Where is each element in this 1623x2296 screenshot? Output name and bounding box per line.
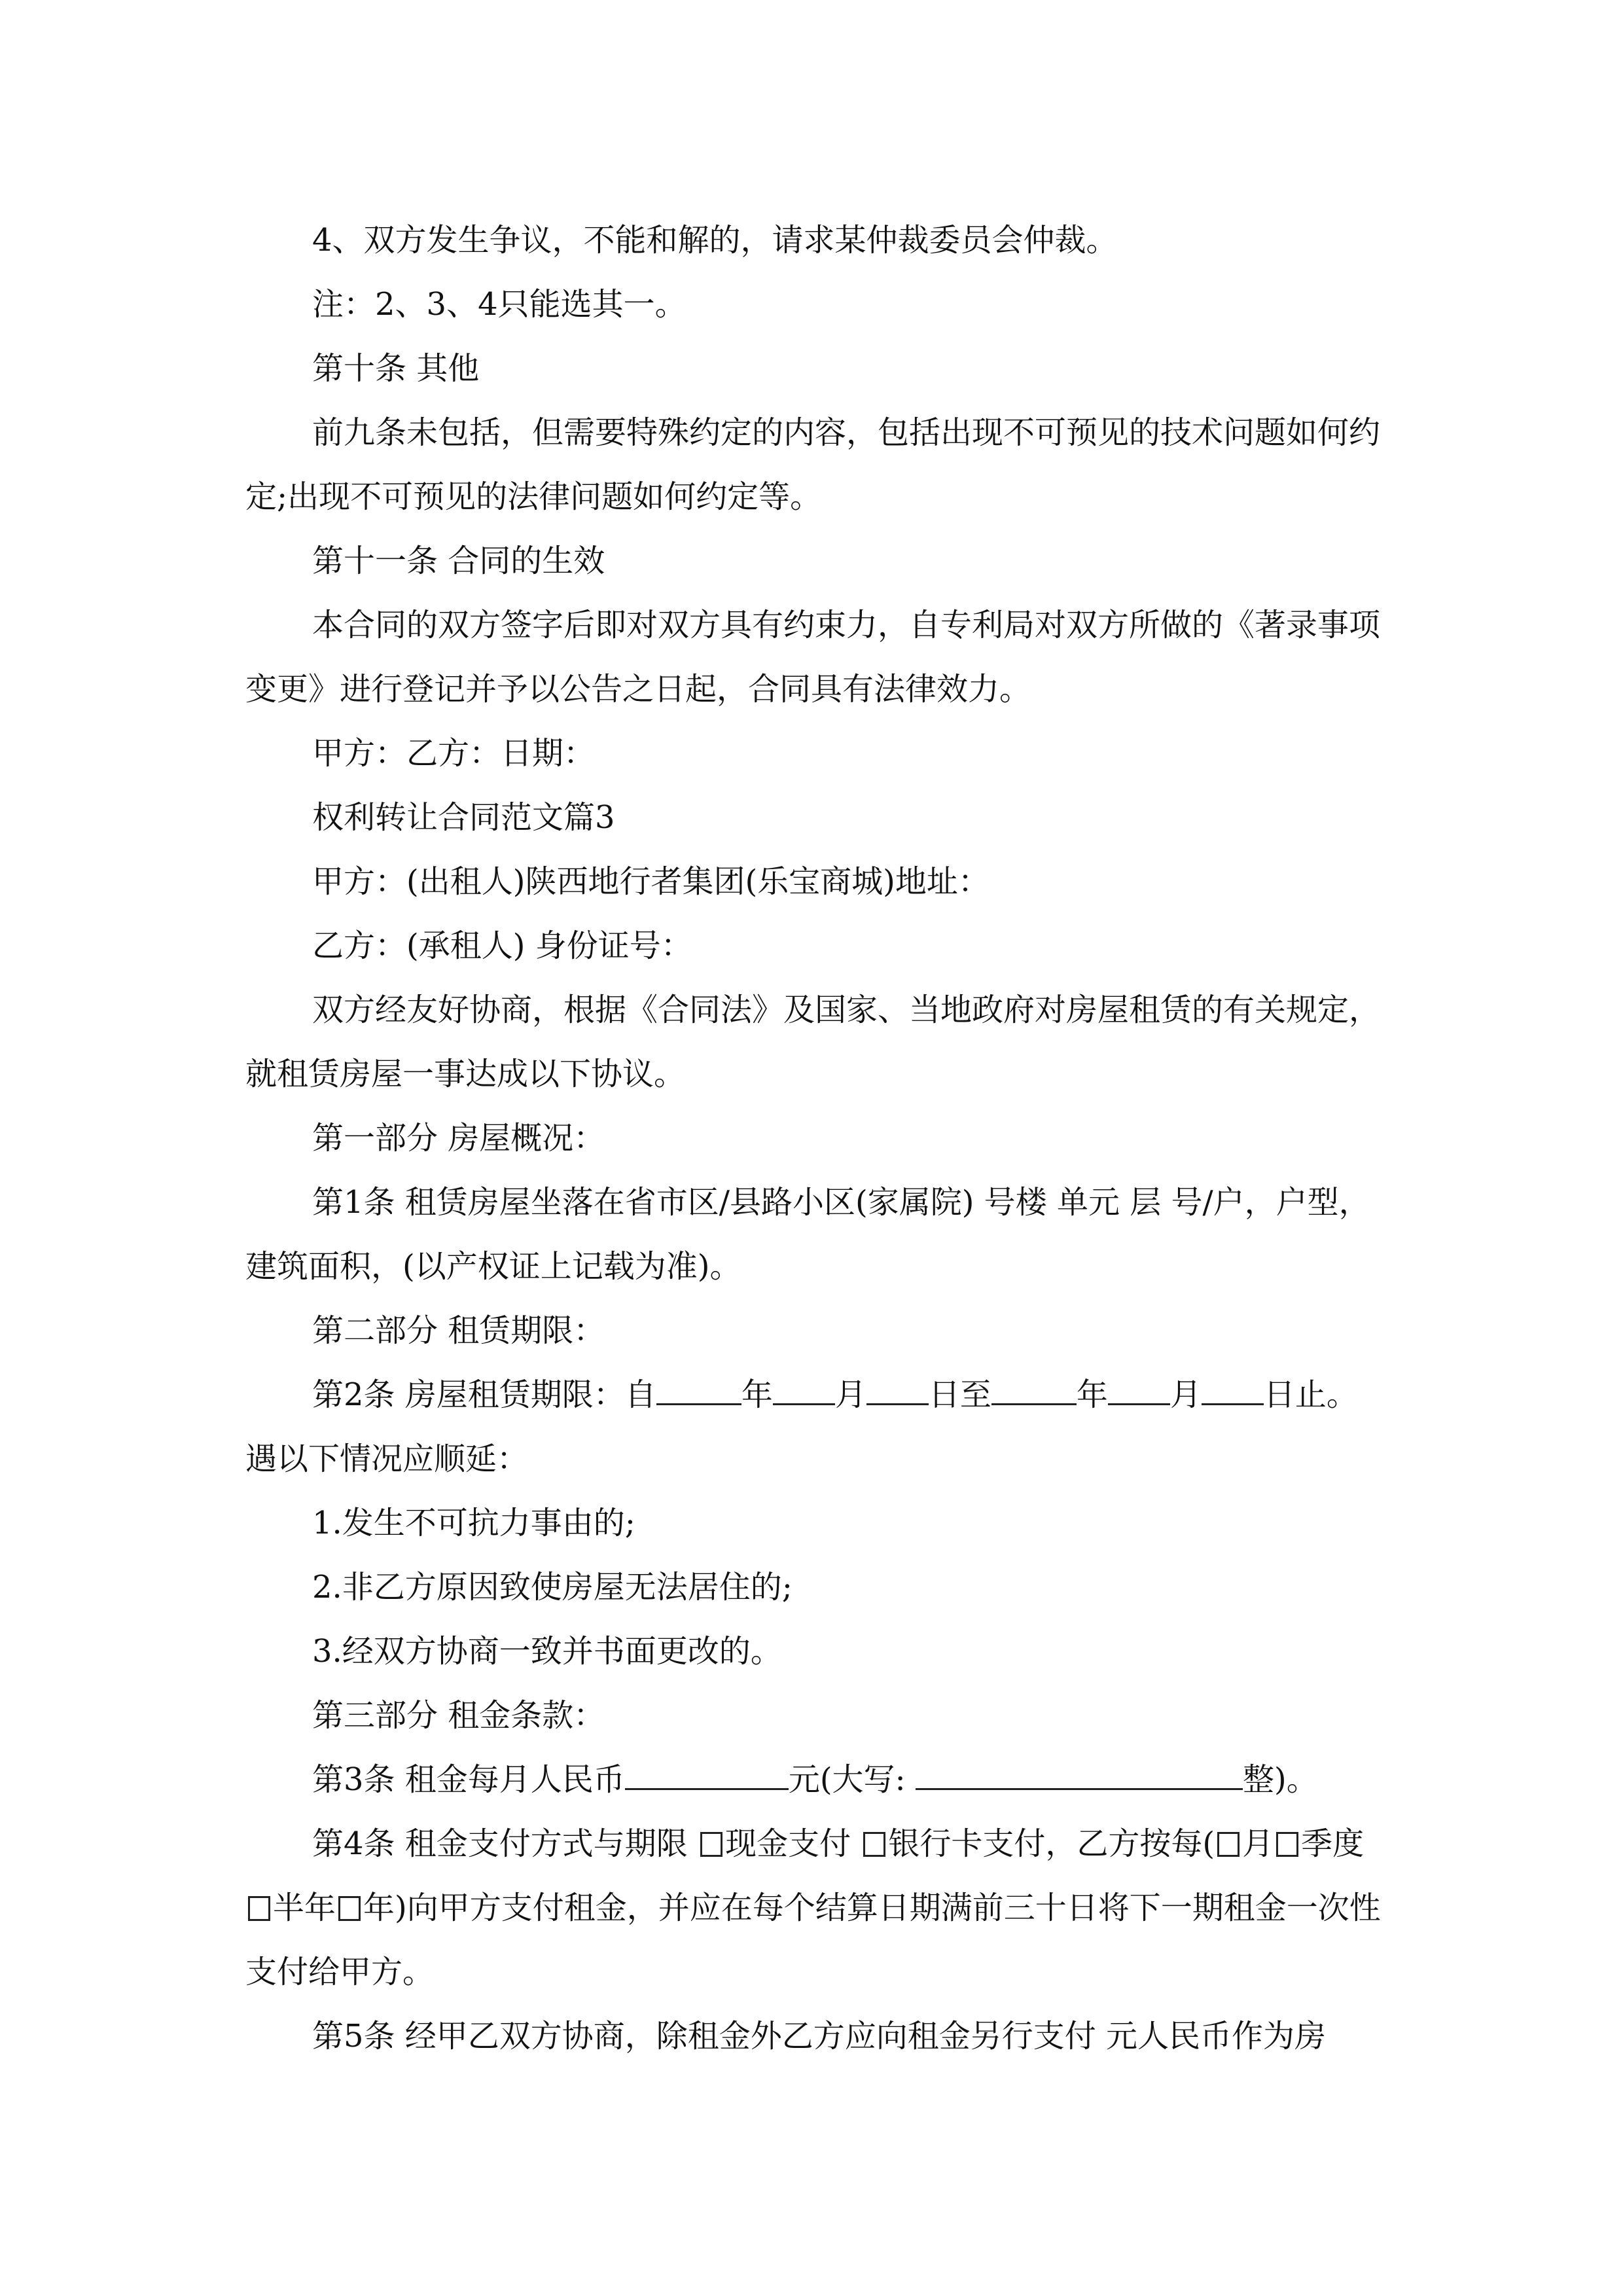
term-year-2: 年 <box>1076 1376 1108 1413</box>
monthly-rent-blank[interactable] <box>625 1757 789 1790</box>
end-day-blank[interactable] <box>1202 1372 1264 1405</box>
heading-article-10: 第十条 其他 <box>312 350 480 387</box>
payment-prefix: 第4条 租金支付方式与期限 <box>312 1825 688 1862</box>
term-month-2: 月 <box>1169 1376 1202 1413</box>
rent-suffix: 整)。 <box>1242 1761 1318 1798</box>
heading-article-11: 第十一条 合同的生效 <box>312 543 605 579</box>
heading-part-2: 第二部分 租赁期限： <box>312 1312 605 1349</box>
paragraph-article-4-payment <box>245 1812 1384 2004</box>
term-day-2: 日 <box>1263 1376 1295 1413</box>
monthly-label: 月 <box>1242 1825 1274 1862</box>
rent-capital-blank[interactable] <box>916 1757 1243 1790</box>
card-option-label: 银行卡支付，乙方按每( <box>888 1825 1215 1862</box>
yearly-label: 年)向甲方支付租金，并应在每个结算日期满前三十日将下一期租金一次性支付给甲方。 <box>245 1890 1381 1990</box>
card-checkbox[interactable] <box>863 1832 885 1857</box>
start-year-blank[interactable] <box>656 1372 741 1405</box>
cash-option-label: 现金支付 <box>725 1825 851 1862</box>
paragraph-article-2-term <box>245 1363 1384 1491</box>
list-item-uninhabitable: 2.非乙方原因致使房屋无法居住的; <box>312 1569 793 1605</box>
quarterly-label: 季度 <box>1301 1825 1364 1862</box>
term-month-1: 月 <box>834 1376 866 1413</box>
yearly-checkbox[interactable] <box>338 1896 361 1921</box>
end-year-blank[interactable] <box>991 1372 1077 1405</box>
paragraph-other-terms: 前九条未包括，但需要特殊约定的内容，包括出现不可预见的技术问题如何约定;出现不可预见的法律问题如何约定等。 <box>245 414 1381 515</box>
heading-part-3: 第三部分 租金条款： <box>312 1697 605 1734</box>
heading-part-1: 第一部分 房屋概况： <box>312 1120 605 1157</box>
term-suffix: 止。遇以下情况应顺延： <box>245 1376 1358 1477</box>
paragraph-agreement-basis: 双方经友好协商，根据《合同法》及国家、当地政府对房屋租赁的有关规定，就租赁房屋一事达成以下协议。 <box>245 992 1381 1092</box>
term-year-1: 年 <box>741 1376 773 1413</box>
rent-prefix: 第3条 租金每月人民币 <box>312 1761 625 1798</box>
cash-checkbox[interactable] <box>700 1832 722 1857</box>
term-day-1: 日至 <box>928 1376 991 1413</box>
term-prefix: 第2条 房屋租赁期限：自 <box>312 1376 656 1413</box>
rent-unit: 元(大写: <box>788 1761 906 1798</box>
half-year-label: 半年 <box>273 1890 336 1926</box>
section-title-sample-3: 权利转让合同范文篇3 <box>312 799 615 836</box>
list-item-written-change: 3.经双方协商一致并书面更改的。 <box>312 1633 782 1670</box>
paragraph-contract-effect: 本合同的双方签字后即对双方具有约束力，自专利局对双方所做的《著录事项变更》进行登记并予以公告之日起，合同具有法律效力。 <box>245 607 1381 708</box>
party-b-line: 乙方：(承租人) 身份证号： <box>312 927 692 964</box>
end-month-blank[interactable] <box>1108 1372 1170 1405</box>
party-a-line: 甲方：(出租人)陕西地行者集团(乐宝商城)地址： <box>312 863 990 900</box>
paragraph-article-1-location: 第1条 租赁房屋坐落在省市区/县路小区(家属院) 号楼 单元 层 号/户，户型，建筑面积，(以产权证上记载为准)。 <box>245 1184 1370 1285</box>
quarterly-checkbox[interactable] <box>1276 1832 1298 1857</box>
half-year-checkbox[interactable] <box>248 1896 270 1921</box>
start-month-blank[interactable] <box>773 1372 835 1405</box>
paragraph-dispute-arbitration: 4、双方发生争议，不能和解的，请求某仲裁委员会仲裁。 <box>312 222 1118 259</box>
list-item-force-majeure: 1.发生不可抗力事由的; <box>312 1505 635 1541</box>
paragraph-note: 注：2、3、4只能选其一。 <box>312 286 687 323</box>
monthly-checkbox[interactable] <box>1217 1832 1240 1857</box>
paragraph-article-3-rent <box>245 1748 1384 1812</box>
signature-line: 甲方：乙方：日期： <box>312 735 596 772</box>
paragraph-article-5: 第5条 经甲乙双方协商，除租金外乙方应向租金另行支付 元人民币作为房 <box>312 2018 1327 2054</box>
start-day-blank[interactable] <box>866 1372 929 1405</box>
